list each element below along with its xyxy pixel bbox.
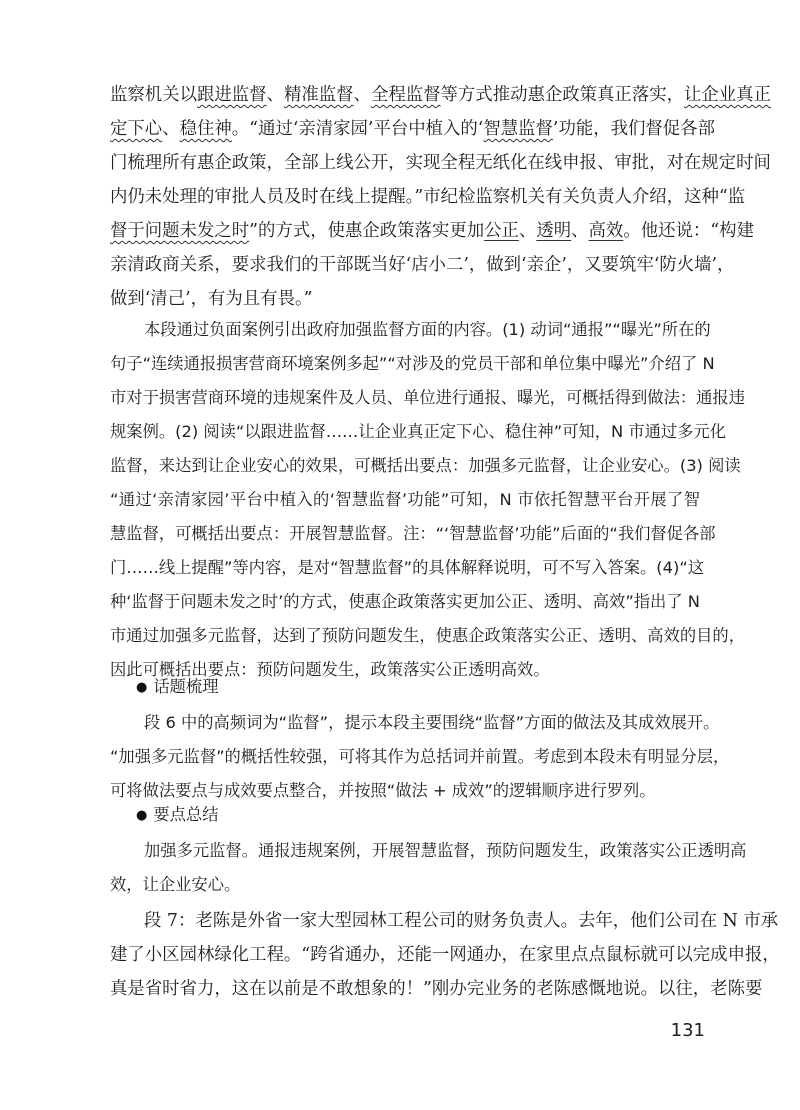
text-line: 定下心、稳住神。“通过‘亲清家园’平台中植入的‘智慧监督’功能，我们督促各部: [110, 119, 715, 139]
source-passage-continued: [110, 78, 771, 316]
underlined-phrase: 精准监督: [283, 85, 354, 105]
text-line: 句子“连续通报损害营商环境案例多起”“对涉及的党员干部和单位集中曝光”介绍了 N: [110, 354, 715, 373]
text-line: 建了小区园林绿化工程。“跨省通办，还能一网通办，在家里点点鼠标就可以完成申报，: [110, 945, 780, 965]
text-line: 监督，来达到让企业安心的效果，可概括出要点：加强多元监督，让企业安心。(3) 阅读: [110, 456, 741, 475]
text-line: 规案例。(2) 阅读“以跟进监督……让企业真正定下心、稳住神”可知，N 市通过多元化: [110, 422, 727, 441]
text-line: “通过‘亲清家园’平台中植入的‘智慧监督’功能”可知，N 市依托智慧平台开展了智: [110, 490, 700, 509]
text-line: 种‘监督于问题未发之时’的方式，使惠企政策落实更加公正、透明、高效”指出了 N: [110, 592, 700, 611]
text-line: 段 6 中的高频词为“监督”，提示本段主要围绕“监督”方面的做法及其成效展开。: [144, 713, 720, 732]
page-number: 131: [670, 1020, 705, 1041]
text-line: 监察机关以跟进监督、精准监督、全程监督等方式推动惠企政策真正落实，让企业真正: [110, 85, 771, 105]
section-heading-topic: [110, 670, 700, 706]
underlined-phrase: 高效: [588, 221, 624, 241]
underlined-phrase: 公正: [484, 221, 519, 241]
underlined-phrase: 智慧监督: [483, 119, 553, 139]
text-line: 慧监督，可概括出要点：开展智慧监督。注：“‘智慧监督’功能”后面的“我们督促各部: [110, 524, 716, 543]
underlined-phrase: 稳住神: [179, 119, 232, 139]
text-line: 因此可概括出要点：预防问题发生，政策落实公正透明高效。: [110, 660, 550, 679]
text-line: 门梳理所有惠企政策，全部上线公开，实现全程无纸化在线申报、审批，对在规定时间: [110, 153, 771, 173]
text-line: “加强多元监督”的概括性较强，可将其作为总括词并前置。考虑到本段未有明显分层，: [110, 747, 730, 766]
source-passage-paragraph-7: [110, 904, 780, 1006]
text-line: 效，让企业安心。: [110, 875, 241, 894]
underlined-phrase: 让企业真正: [684, 85, 771, 105]
text-line: 段 7：老陈是外省一家大型园林工程公司的财务负责人。去年，他们公司在 N 市承: [144, 911, 779, 931]
underlined-phrase: 督于问题未发之时: [110, 221, 250, 241]
underlined-phrase: 定下心: [110, 119, 163, 139]
bullet-icon: ●: [136, 808, 148, 823]
text-line: 亲清政商关系，要求我们的干部既当好‘店小二’，做到‘亲企’，又要筑牢‘防火墙’，: [110, 255, 735, 275]
analysis-paragraph: [110, 313, 745, 687]
text-line: 做到‘清己’，有为且有畏。”: [110, 289, 313, 309]
text-line: 真是省时省力，这在以前是不敢想象的！”刚办完业务的老陈感慨地说。以往，老陈要: [110, 979, 763, 999]
text-line: 市对于损害营商环境的违规案件及人员、单位进行通报、曝光，可概括得到做法：通报违: [110, 388, 745, 407]
bullet-icon: ●: [136, 680, 148, 695]
underlined-phrase: 透明: [536, 221, 572, 241]
text-line: 加强多元监督。通报违规案例，开展智慧监督，预防问题发生，政策落实公正透明高: [144, 841, 747, 860]
topic-paragraph: [110, 706, 730, 808]
text-line: 内仍未处理的审批人员及时在线上提醒。”市纪检监察机关有关负责人介绍，这种“监: [110, 187, 746, 207]
summary-paragraph: [110, 834, 747, 902]
text-line: 督于问题未发之时”的方式，使惠企政策落实更加公正、透明、高效。他还说：“构建: [110, 221, 754, 241]
heading-text: 话题梳理: [153, 677, 219, 696]
heading-text: 要点总结: [153, 805, 219, 824]
text-line: 市通过加强多元监督，达到了预防问题发生，使惠企政策落实公正、透明、高效的目的，: [110, 626, 745, 645]
underlined-phrase: 跟进监督: [196, 85, 267, 105]
text-line: 本段通过负面案例引出政府加强监督方面的内容。(1) 动词“通报”“曝光”所在的: [144, 320, 711, 339]
text-line: 可将做法要点与成效要点整合，并按照“做法 + 成效”的逻辑顺序进行罗列。: [110, 781, 656, 800]
text-line: 门……线上提醒”等内容，是对“智慧监督”的具体解释说明，可不写入答案。(4)“这: [110, 558, 705, 577]
section-heading-summary: [110, 798, 700, 834]
underlined-phrase: 全程监督: [370, 85, 441, 105]
